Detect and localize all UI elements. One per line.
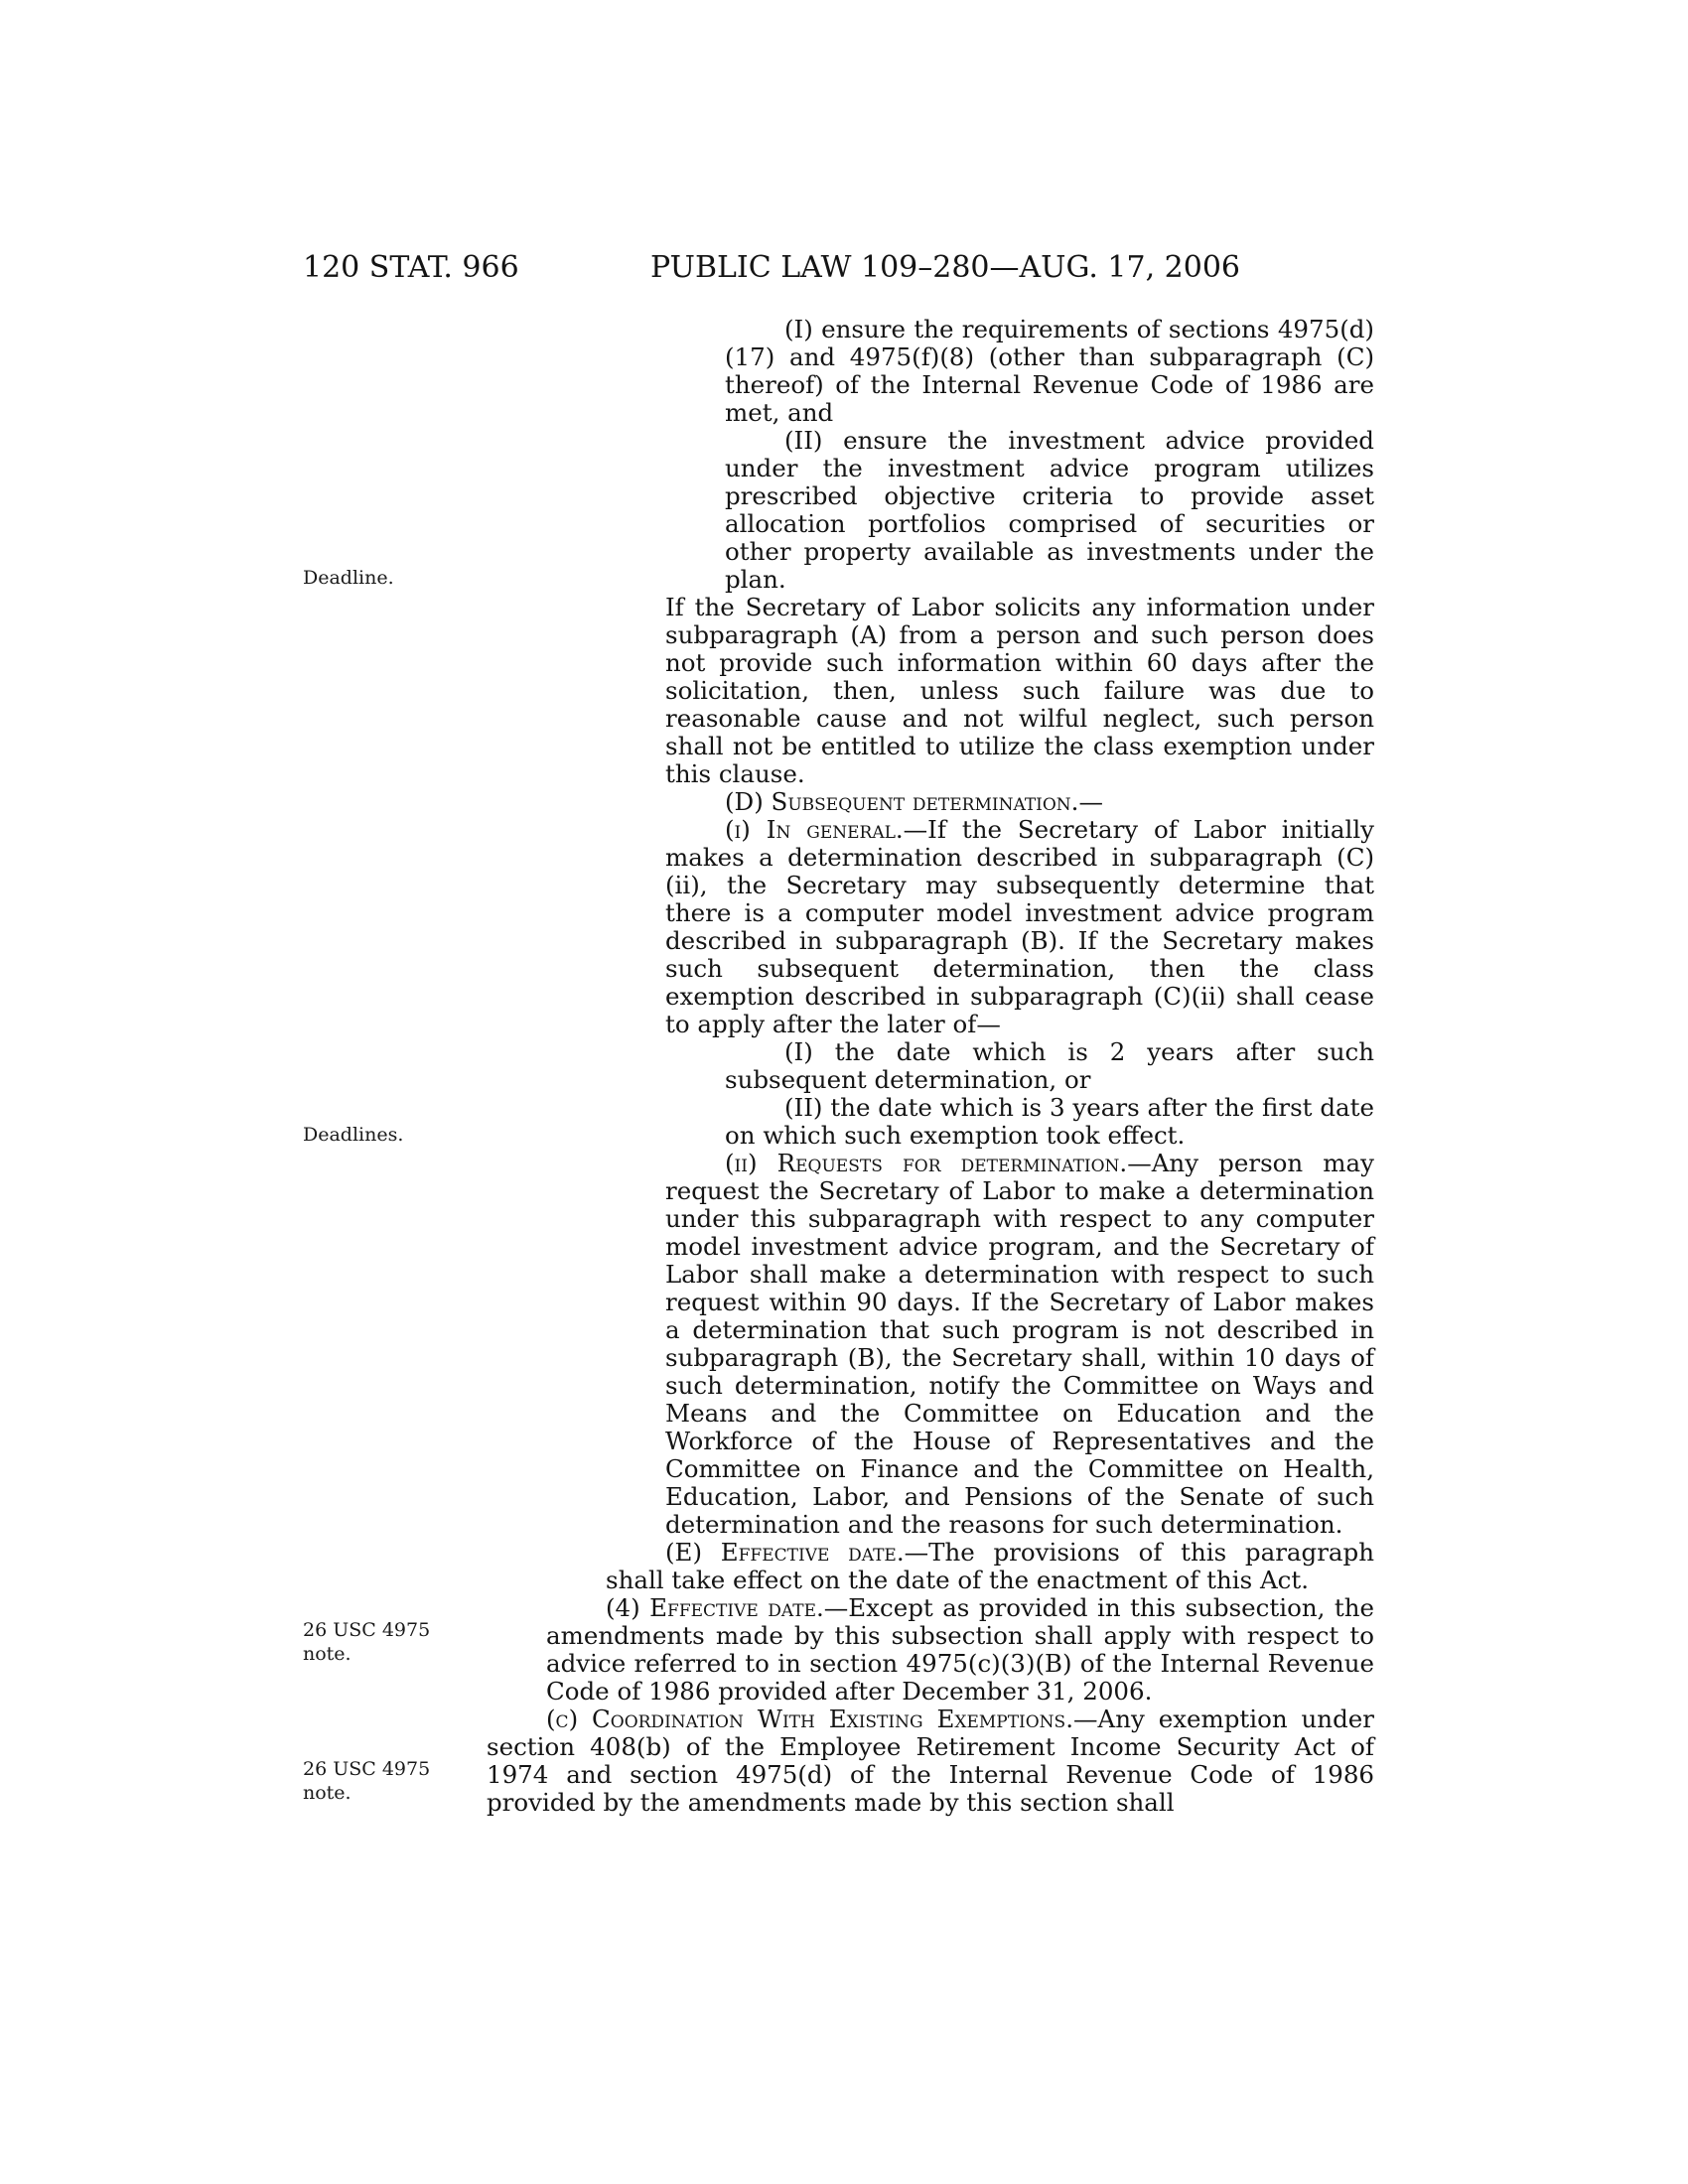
clause-i-text: —If the Secretary of Labor initially makes a determination described in subparagraph (C)(ii), the Secretary may subsequently determine that there is a computer model investment advice program described in subparagraph (B). If the Secretary makes such subsequent determination, then the class exemption described in subparagraph (C)(ii) shall cease to apply after the later of— [665,815,1374,1038]
subparagraph-E-text: —The provisions of this paragraph shall take effect on the date of the enactment of this Act. [606,1538,1374,1594]
paragraph-4-text: —Except as provided in this subsection, the amendments made by this subsection shall apply with respect to advice referred to in section 4975(c)(3)(B) of the Internal Revenue Code of 1986 provided after December 31, 2006. [546,1593,1374,1706]
margin-note-deadline: Deadline. [303,567,394,589]
clause-ii-requests [665,1150,1374,1539]
clause-ii-heading: (ii) Requests for determination. [725,1149,1128,1177]
subsection-c-heading: (c) Coordination With Existing Exemptions. [546,1705,1073,1733]
margin-note-usc-1 [303,1618,501,1666]
margin-note-usc-2 [303,1757,501,1805]
subparagraph-D-title: (D) Subsequent determination.— [725,787,1103,816]
subparagraph-D-heading [665,788,1374,816]
margin-note-usc-1-line2: note. [303,1643,352,1665]
clause-i-heading: (i) In general. [725,815,904,844]
paragraph-solicitation: If the Secretary of Labor solicits any information under subparagraph (A) from a person and such person does not provide such information within 60 days after the solicitation, then, unless such failure was due to reasonable cause and not wilful neglect, such person shall not be entitled to utilize the class exemption under this clause. [665,593,1374,788]
clause-i-in-general [665,816,1374,1038]
paragraph-4-heading: (4) Effective date. [606,1593,824,1622]
subclause-II-three-years: (II) the date which is 3 years after the first date on which such exemption took effect. [725,1093,1374,1150]
margin-note-usc-1-line1: 26 USC 4975 [303,1619,431,1641]
subclause-I-two-years: (I) the date which is 2 years after such subsequent determination, or [725,1037,1374,1094]
paragraph-4-effective-date [546,1594,1374,1706]
subsection-c-text: —Any exemption under section 408(b) of the Employee Retirement Income Security Act of 1974 and section 4975(d) of the Internal Revenue Code of 1986 provided by the amendments made by this section shall [487,1705,1374,1817]
clause-II-investment-advice: (II) ensure the investment advice provided under the investment advice program utilizes prescribed objective criteria to provide asset allocation portfolios comprised of securities or other property available as investments under the plan. [725,426,1374,594]
subparagraph-E-heading: (E) Effective date. [665,1538,905,1567]
subparagraph-E-effective-date [606,1539,1374,1594]
margin-note-deadlines: Deadlines. [303,1124,404,1146]
clause-ii-text: —Any person may request the Secretary of Labor to make a determination under this subparagraph with respect to any computer model investment advice program, and the Secretary of Labor shall make a determination with respect to such request within 90 days. If the Secretary of Labor makes a determination that such program is not described in subparagraph (B), the Secretary shall, within 10 days of such determination, notify the Committee on Ways and Means and the Committee on Education and the Workforce of the House of Representatives and the Committee on Finance and the Committee on Health, Education, Labor, and Pensions of the Senate of such determination and the reasons for such determination. [665,1149,1374,1539]
stat-page-number: 120 STAT. 966 [303,250,519,285]
clause-I-requirements: (I) ensure the requirements of sections 4975(d)(17) and 4975(f)(8) (other than subparagraph (C) thereof) of the Internal Revenue Code of 1986 are met, and [725,315,1374,427]
margin-note-usc-2-line2: note. [303,1782,352,1804]
subsection-c-coordination [487,1706,1374,1817]
margin-note-usc-2-line1: 26 USC 4975 [303,1758,431,1780]
body-text [487,316,1374,1817]
running-head-title: PUBLIC LAW 109–280—AUG. 17, 2006 [650,250,1241,285]
